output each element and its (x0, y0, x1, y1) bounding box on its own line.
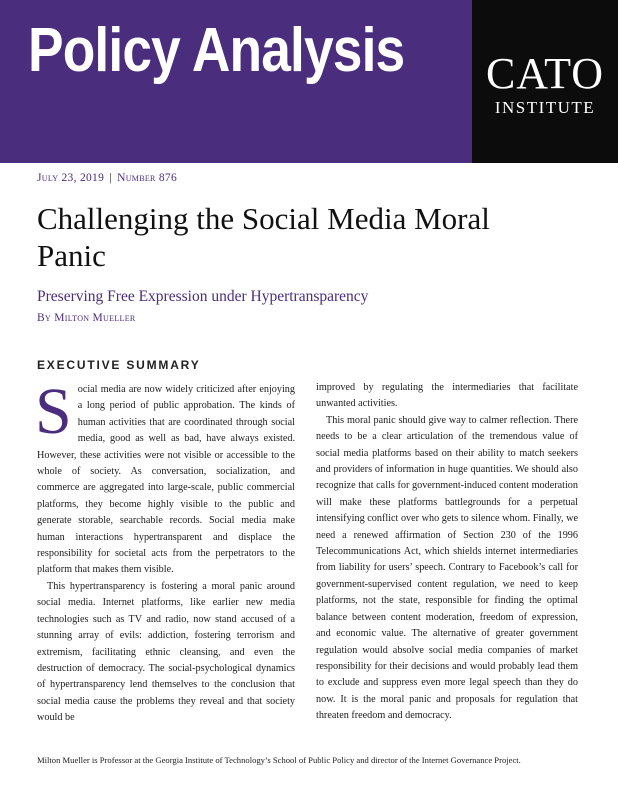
summary-paragraph-3: improved by regulating the intermediaries that facilitate unwanted activities. (316, 382, 578, 410)
summary-paragraph-2: This hypertransparency is fostering a moral panic around social media. Internet platforms, like earlier new media technologies such as TV and radio, now stand accused of a stunning array of evils: addiction, fostering terrorism and extremism, facilitating ethnic cleansing, and even the destruction of democracy. The social-psychological dynamics of hypertransparency lend themselves to the conclusion that social media cause the problems they reveal and that society would be (37, 580, 295, 724)
section-heading: EXECUTIVE SUMMARY (37, 358, 201, 372)
right-column (316, 380, 578, 725)
drop-cap: S (35, 375, 72, 448)
document-subtitle: Preserving Free Expression under Hypertransparency (37, 288, 369, 305)
document-title: Challenging the Social Media Moral Panic (37, 201, 490, 273)
logo-wordmark: CATO (485, 49, 605, 98)
issue-number: Number 876 (117, 172, 177, 184)
author-byline: By Milton Mueller (37, 312, 136, 324)
issue-date: July 23, 2019 (37, 172, 105, 184)
meta-separator: | (106, 172, 116, 184)
author-note: Milton Mueller is Professor at the Georgia Institute of Technology’s School of Public Policy and director of the Internet Governance Project. (37, 755, 521, 765)
left-column (35, 375, 295, 727)
publication-title: Policy Analysis (28, 16, 405, 85)
summary-paragraph-1 (35, 375, 295, 579)
summary-paragraph-1-text: ocial media are now widely criticized after enjoying a long period of public approbation. The kinds of human activities that are coordinated through social media, good as well as bad, have always existed. However, these activities were not visible or accessible to the whole of society. As conversation, socialization, and commerce are aggregated into large-scale, public commercial platforms, they become highly visible to the public and generate storable, searchable records. Social media make human interactions hypertransparent and displace the responsibility for societal acts from the perpetrators to the platform that makes them visible. (37, 384, 295, 576)
logo-subtitle: INSTITUTE (494, 98, 596, 117)
cato-logo (472, 0, 618, 163)
summary-paragraph-4: This moral panic should give way to calmer reflection. There needs to be a clear articulation of the tremendous value of social media platforms based on their ability to match seekers and providers of information in huge quantities. We should also recognize that calls for government-induced content moderation will make these platforms battlegrounds for a perpetual intensifying conflict over who gets to silence whom. Finally, we need a renewed affirmation of Section 230 of the 1996 Telecommunications Act, which shields internet intermediaries from liability for users’ speech. Contrary to Facebook’s call for government-supervised content regulation, we need to keep platforms, not the state, responsible for finding the optimal balance between content moderation, freedom of expression, and economic value. The alternative of greater government regulation would absolve social media companies of market responsibility for their decisions and would probably lead them to exclude and suppress even more legal speech than they do now. It is the moral panic and proposals for regulation that threaten freedom and democracy. (316, 414, 578, 722)
issue-info (37, 172, 177, 184)
